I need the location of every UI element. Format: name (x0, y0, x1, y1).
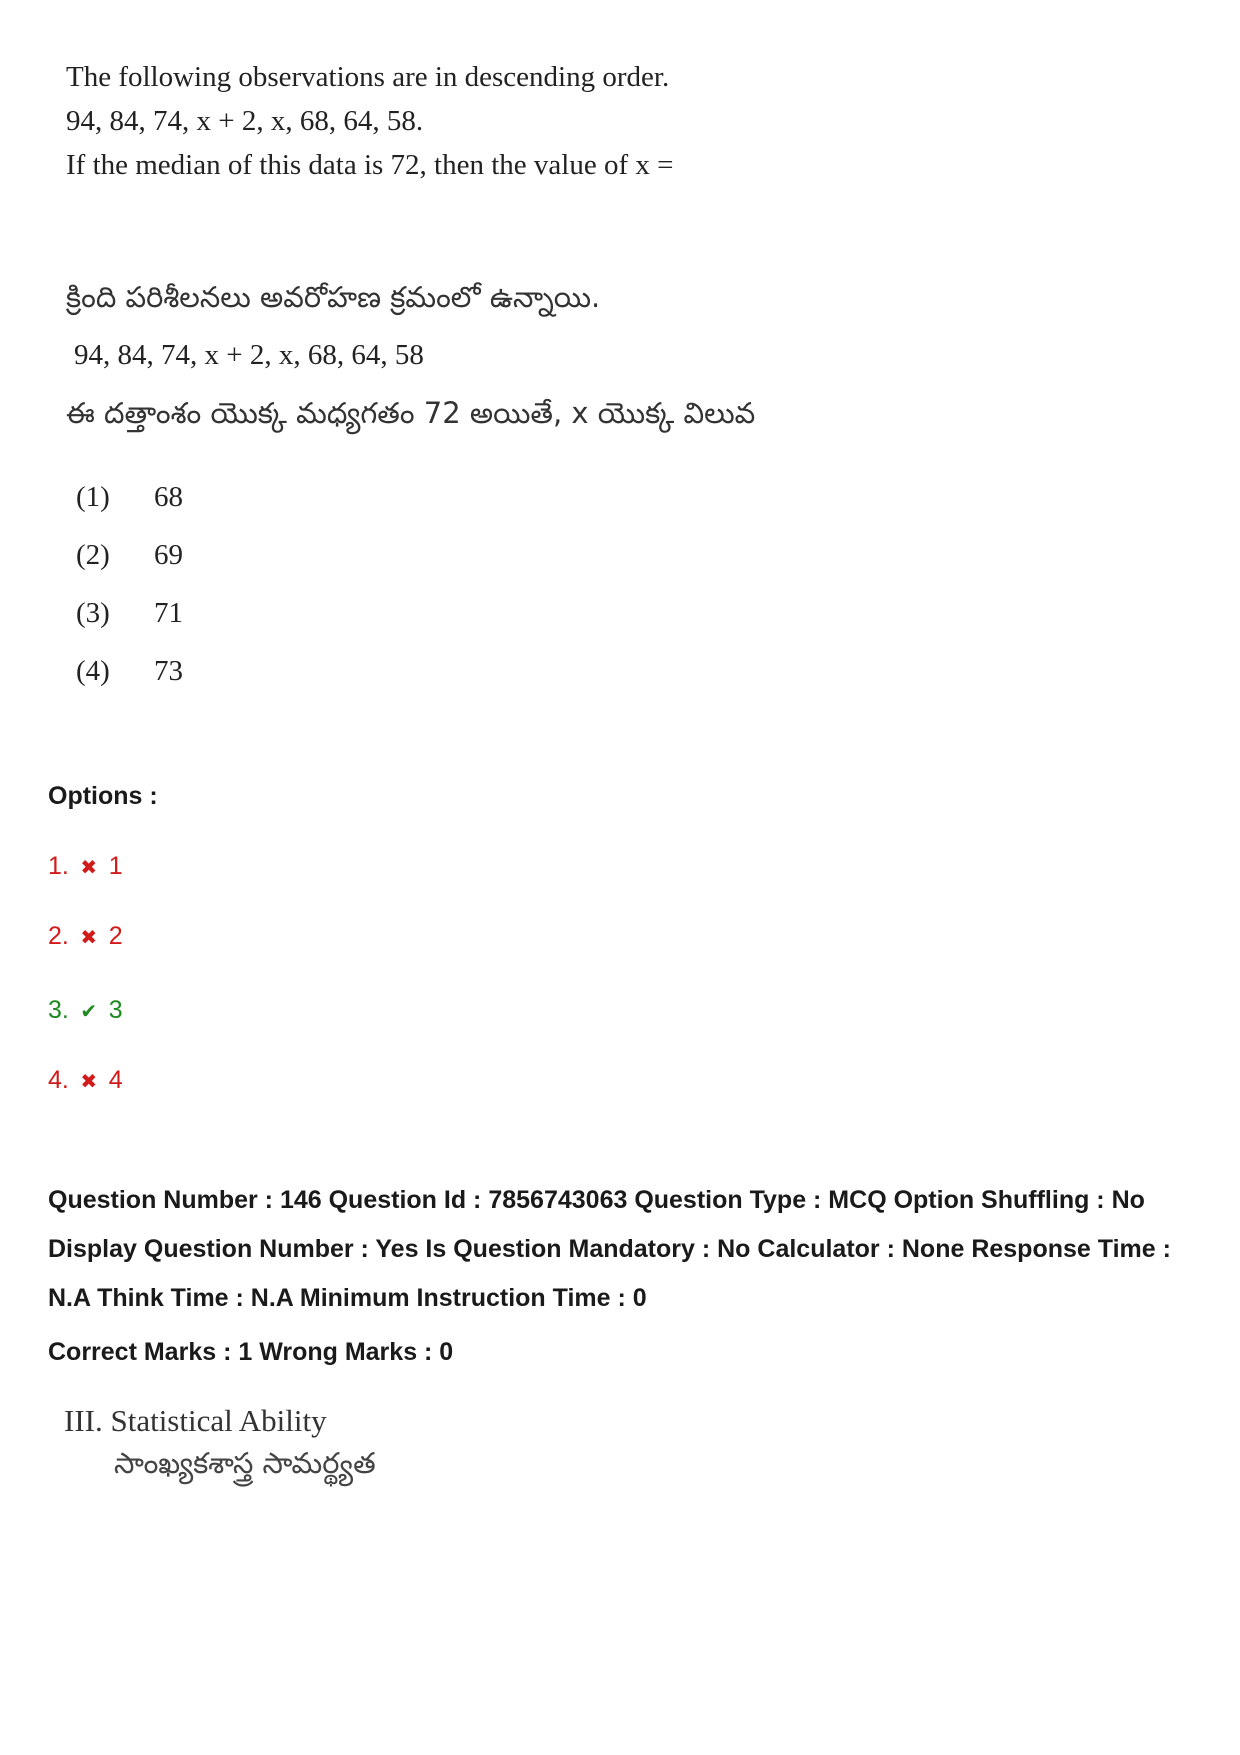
question-telugu-line-3: ఈ దత్తాంశం యొక్క మధ్యగతం 72 అయితే, x యొక్క విలువ (66, 396, 756, 430)
question-english (66, 55, 673, 187)
choice-number: (1) (76, 481, 110, 513)
choice-value: 73 (154, 655, 183, 687)
choice-number: (3) (76, 597, 110, 629)
option-number: 4. (48, 1066, 69, 1094)
choice-4 (76, 642, 183, 700)
cross-icon: ✖ (80, 927, 98, 949)
question-telugu-line-2: 94, 84, 74, x + 2, x, 68, 64, 58 (74, 339, 424, 371)
choice-number: (2) (76, 539, 110, 571)
option-value: 4 (108, 1066, 123, 1094)
check-icon: ✔ (80, 1001, 98, 1023)
options-label: Options : (48, 782, 158, 810)
question-telugu (66, 268, 755, 442)
question-english-line-2: 94, 84, 74, x + 2, x, 68, 64, 58. (66, 105, 424, 137)
choice-3 (76, 584, 183, 642)
choice-1 (76, 468, 183, 526)
option-number: 1. (48, 852, 69, 880)
option-4 (48, 1066, 123, 1095)
choice-value: 69 (154, 539, 183, 571)
question-choices (76, 468, 183, 700)
question-metadata: Question Number : 146 Question Id : 7856743063 Question Type : MCQ Option Shuffling : No Display Question Number : Yes Is Question Mandatory : No Calculator : None Response Time : N.A Think Time : N.A Minimum Instruction Time : 0 (48, 1186, 1171, 1312)
cross-icon: ✖ (80, 1071, 98, 1093)
option-number: 2. (48, 922, 69, 950)
section-title-english: III. Statistical Ability (64, 1403, 327, 1438)
option-2 (48, 922, 123, 951)
option-value: 3 (108, 996, 123, 1024)
option-number: 3. (48, 996, 69, 1024)
question-english-line-1: The following observations are in descending order. (66, 61, 670, 93)
question-english-line-3: If the median of this data is 72, then the value of x = (66, 149, 674, 181)
choice-number: (4) (76, 655, 110, 687)
option-value: 1 (108, 852, 123, 880)
choice-value: 71 (154, 597, 183, 629)
section-title-telugu: సాంఖ్యకశాస్త్ర సామర్థ్యత (114, 1446, 376, 1480)
option-1 (48, 852, 123, 881)
option-value: 2 (108, 922, 123, 950)
choice-2 (76, 526, 183, 584)
option-3 (48, 996, 123, 1025)
section-heading (64, 1400, 376, 1484)
marks-info: Correct Marks : 1 Wrong Marks : 0 (48, 1338, 454, 1366)
cross-icon: ✖ (80, 857, 98, 879)
choice-value: 68 (154, 481, 183, 513)
question-telugu-line-1: క్రింది పరిశీలనలు అవరోహణ క్రమంలో ఉన్నాయి. (66, 280, 601, 314)
